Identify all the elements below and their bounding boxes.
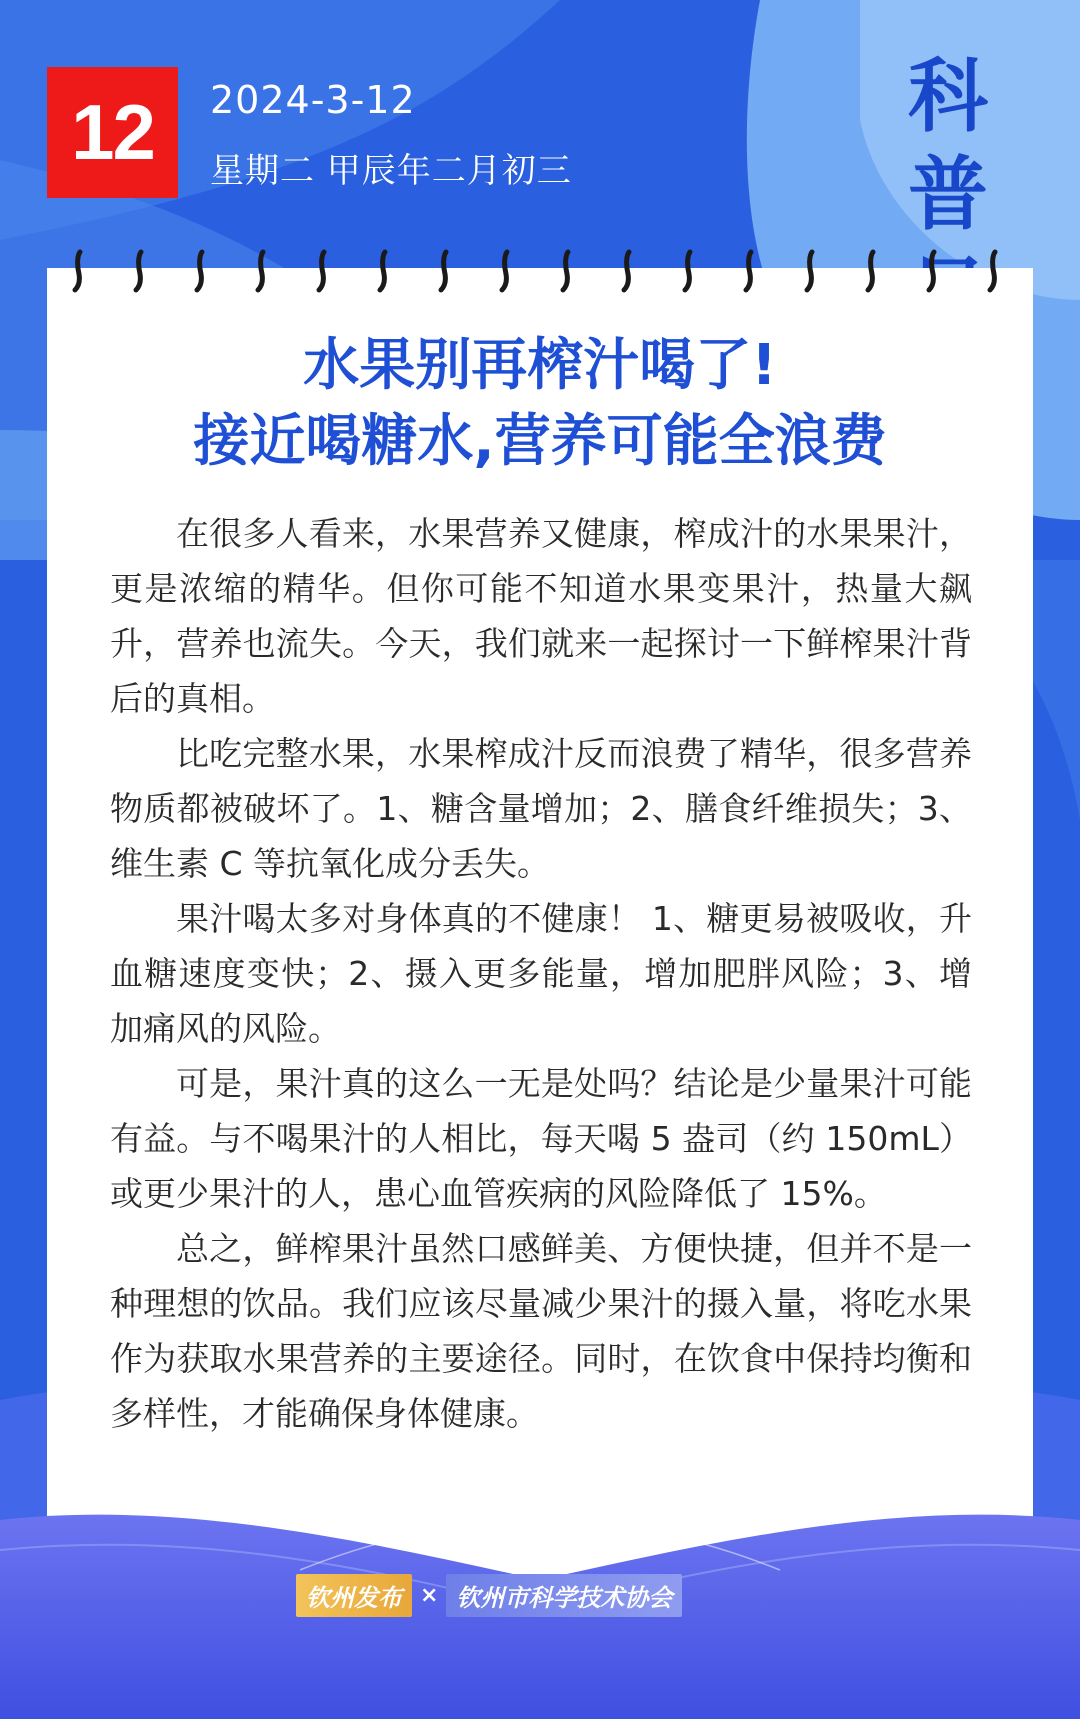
footer-banner (296, 1575, 682, 1615)
binder-ring-icon (929, 252, 934, 290)
article-body (110, 506, 972, 1441)
binder-ring-icon (746, 252, 751, 290)
footer-separator: × (420, 1582, 439, 1608)
binder-ring-icon (441, 252, 446, 290)
date-label: 2024-3-12 (210, 78, 416, 122)
binder-ring-icon (807, 252, 812, 290)
binder-ring-icon (319, 252, 324, 290)
binder-ring-icon (990, 252, 995, 290)
paragraph: 果汁喝太多对身体真的不健康！ 1、糖更易被吸收，升血糖速度变快；2、摄入更多能量，增加肥胖风险；3、增加痛风的风险。 (110, 899, 972, 1048)
day-number-badge: 12 (47, 67, 178, 198)
binder-rings (47, 246, 1033, 296)
binder-ring-icon (685, 252, 690, 290)
binder-ring-icon (502, 252, 507, 290)
footer-brand-association: 钦州市科学技术协会 (446, 1574, 682, 1617)
headline (47, 328, 1033, 480)
binder-ring-icon (380, 252, 385, 290)
paragraph: 可是，果汁真的这么一无是处吗？结论是少量果汁可能有益。与不喝果汁的人相比，每天喝 5 盎司（约 150mL）或更少果汁的人，患心血管疾病的风险降低了 15%。 (110, 1064, 972, 1213)
binder-ring-icon (136, 252, 141, 290)
binder-ring-icon (197, 252, 202, 290)
headline-line2: 接近喝糖水,营养可能全浪费 (193, 409, 887, 474)
binder-ring-icon (563, 252, 568, 290)
binder-ring-icon (624, 252, 629, 290)
binder-ring-icon (868, 252, 873, 290)
headline-line1: 水果别再榨汁喝了! (303, 333, 777, 398)
binder-ring-icon (75, 252, 80, 290)
paragraph: 比吃完整水果，水果榨成汁反而浪费了精华，很多营养物质都被破坏了。1、糖含量增加；2、膳食纤维损失；3、维生素 C 等抗氧化成分丢失。 (110, 734, 972, 883)
binder-ring-icon (258, 252, 263, 290)
footer-brand-qinzhou: 钦州发布 (296, 1574, 412, 1617)
paragraph: 在很多人看来，水果营养又健康，榨成汁的水果果汁，更是浓缩的精华。但你可能不知道水果变果汁，热量大飙升，营养也流失。今天，我们就来一起探讨一下鲜榨果汁背后的真相。 (110, 514, 972, 718)
paragraph: 总之，鲜榨果汁虽然口感鲜美、方便快捷，但并不是一种理想的饮品。我们应该尽量减少果汁的摄入量，将吃水果作为获取水果营养的主要途径。同时，在饮食中保持均衡和多样性，才能确保身体健康。 (110, 1229, 972, 1433)
weekday-lunar-label: 星期二 甲辰年二月初三 (210, 151, 572, 191)
corner-title-line1: 科普 (908, 50, 994, 241)
